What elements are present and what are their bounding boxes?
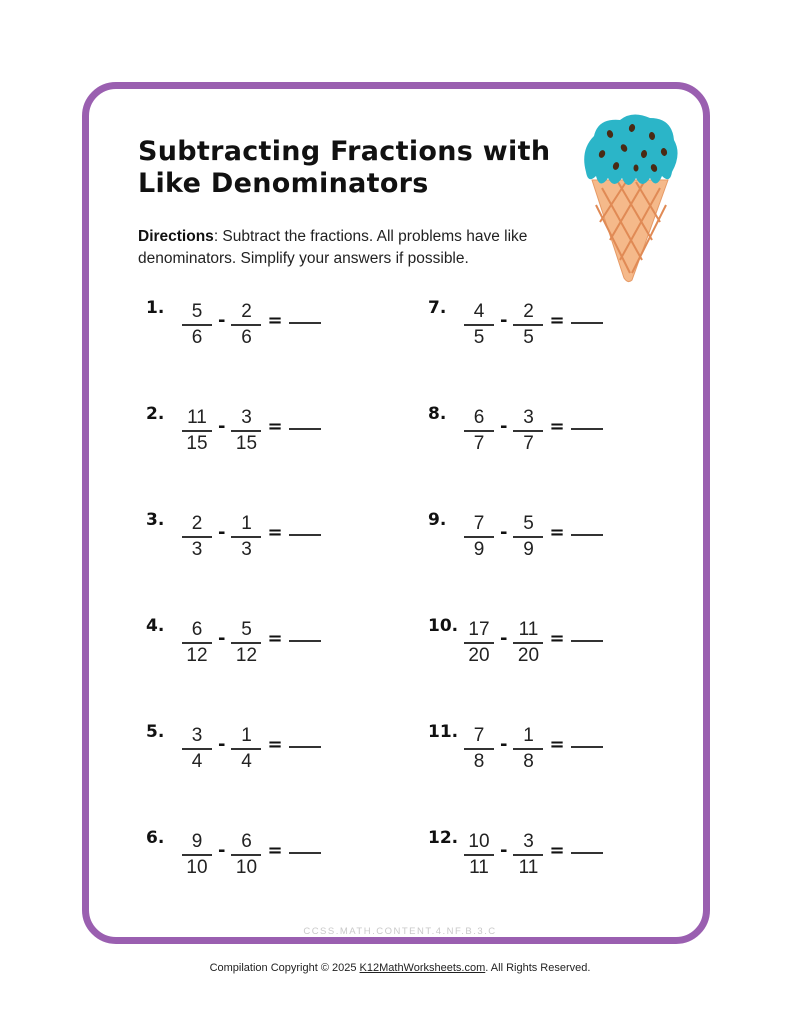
fraction-bar — [513, 324, 543, 326]
answer-blank[interactable] — [571, 534, 603, 536]
problem-number: 4. — [146, 616, 165, 636]
fraction-bar — [464, 854, 494, 856]
fraction-bar — [231, 748, 261, 750]
footer-prefix: Compilation Copyright © 2025 — [209, 962, 360, 974]
problem-item — [146, 510, 321, 564]
fraction-b — [513, 408, 543, 454]
problem-item — [428, 510, 603, 564]
fraction-a-numerator: 6 — [473, 407, 485, 428]
fraction-a-numerator: 5 — [191, 301, 203, 322]
fraction-bar — [182, 854, 212, 856]
answer-blank[interactable] — [289, 852, 321, 854]
problem-item — [146, 298, 321, 352]
fraction-bar — [464, 324, 494, 326]
fraction-b-denominator: 8 — [523, 750, 534, 772]
fraction-b-denominator: 5 — [523, 326, 534, 348]
fraction-a — [464, 832, 494, 878]
fraction-b-numerator: 3 — [241, 407, 252, 428]
fraction-b — [513, 620, 543, 666]
fraction-a-denominator: 12 — [186, 644, 208, 666]
title-line-1: Subtracting Fractions with — [138, 136, 551, 167]
fraction-b-denominator: 6 — [241, 326, 252, 348]
problem-item — [146, 404, 321, 458]
fraction-a-numerator: 11 — [187, 407, 207, 428]
fraction-b-denominator: 4 — [241, 750, 252, 772]
fraction-a-denominator: 9 — [473, 538, 485, 560]
fraction-a — [182, 302, 212, 348]
problem-number: 5. — [146, 722, 165, 742]
fraction-a-denominator: 15 — [186, 432, 208, 454]
fraction-a-denominator: 3 — [191, 538, 203, 560]
fraction-b-denominator: 3 — [241, 538, 252, 560]
equals-sign: = — [267, 310, 283, 331]
directions-label: Directions — [138, 228, 214, 245]
fraction-a — [464, 514, 494, 560]
fraction-a — [182, 514, 212, 560]
fraction-a-numerator: 3 — [191, 725, 203, 746]
problem-item — [146, 722, 321, 776]
minus-sign: - — [218, 522, 226, 543]
fraction-b-denominator: 11 — [518, 856, 539, 878]
fraction-bar — [464, 536, 494, 538]
page-title — [138, 136, 568, 200]
fraction-b — [231, 832, 261, 878]
equals-sign: = — [267, 416, 283, 437]
fraction-b — [231, 302, 261, 348]
fraction-a — [464, 620, 494, 666]
fraction-b — [513, 514, 543, 560]
problem-number: 11. — [428, 722, 459, 742]
fraction-bar — [231, 536, 261, 538]
fraction-b-numerator: 1 — [523, 725, 534, 746]
footer-suffix: . All Rights Reserved. — [485, 962, 591, 974]
problem-number: 9. — [428, 510, 447, 530]
directions-text: : Subtract the fractions. All problems have like denominators. Simplify your answers if possible. — [138, 228, 528, 267]
fraction-bar — [231, 430, 261, 432]
fraction-a — [182, 408, 212, 454]
footer-link[interactable]: K12MathWorksheets.com — [359, 962, 486, 974]
equals-sign: = — [267, 522, 283, 543]
problem-number: 8. — [428, 404, 447, 424]
problem-number: 3. — [146, 510, 165, 530]
fraction-b — [231, 514, 261, 560]
fraction-bar — [182, 748, 212, 750]
minus-sign: - — [218, 310, 226, 331]
fraction-bar — [182, 536, 212, 538]
fraction-a-numerator: 7 — [473, 513, 485, 534]
equals-sign: = — [549, 522, 565, 543]
answer-blank[interactable] — [289, 428, 321, 430]
fraction-a — [464, 726, 494, 772]
fraction-b-denominator: 9 — [523, 538, 534, 560]
equals-sign: = — [549, 734, 565, 755]
equals-sign: = — [549, 628, 565, 649]
fraction-b-denominator: 10 — [235, 856, 258, 878]
fraction-a-denominator: 8 — [473, 750, 485, 772]
fraction-b — [231, 620, 261, 666]
fraction-a — [182, 620, 212, 666]
fraction-b-denominator: 7 — [523, 432, 534, 454]
fraction-b — [513, 302, 543, 348]
fraction-bar — [182, 324, 212, 326]
minus-sign: - — [500, 628, 508, 649]
fraction-b-numerator: 6 — [241, 831, 252, 852]
fraction-bar — [464, 430, 494, 432]
fraction-b — [231, 726, 261, 772]
fraction-a-denominator: 11 — [469, 856, 489, 878]
fraction-a — [464, 302, 494, 348]
answer-blank[interactable] — [571, 852, 603, 854]
minus-sign: - — [218, 734, 226, 755]
problem-item — [428, 298, 603, 352]
ice-cream-cone-icon — [580, 110, 680, 285]
fraction-a-denominator: 10 — [186, 856, 208, 878]
fraction-bar — [182, 642, 212, 644]
fraction-b-numerator: 5 — [241, 619, 252, 640]
fraction-a-denominator: 5 — [473, 326, 485, 348]
fraction-bar — [231, 324, 261, 326]
problem-item — [428, 404, 603, 458]
equals-sign: = — [267, 734, 283, 755]
fraction-a-numerator: 6 — [191, 619, 203, 640]
fraction-bar — [513, 642, 543, 644]
fraction-b-numerator: 3 — [523, 407, 534, 428]
fraction-b-denominator: 15 — [235, 432, 258, 454]
problem-number: 1. — [146, 298, 165, 318]
answer-blank[interactable] — [289, 746, 321, 748]
fraction-b-numerator: 2 — [523, 301, 534, 322]
answer-blank[interactable] — [289, 640, 321, 642]
problem-item — [428, 616, 603, 670]
answer-blank[interactable] — [571, 428, 603, 430]
problem-number: 6. — [146, 828, 165, 848]
answer-blank[interactable] — [571, 322, 603, 324]
fraction-a-numerator: 9 — [191, 831, 203, 852]
fraction-bar — [513, 748, 543, 750]
fraction-bar — [231, 642, 261, 644]
fraction-bar — [464, 748, 494, 750]
fraction-b — [513, 726, 543, 772]
minus-sign: - — [218, 840, 226, 861]
minus-sign: - — [218, 628, 226, 649]
standard-code: CCSS.MATH.CONTENT.4.NF.B.3.C — [303, 926, 497, 937]
problem-number: 10. — [428, 616, 459, 636]
fraction-bar — [231, 854, 261, 856]
answer-blank[interactable] — [289, 534, 321, 536]
minus-sign: - — [500, 416, 508, 437]
answer-blank[interactable] — [571, 640, 603, 642]
fraction-b-numerator: 1 — [241, 513, 252, 534]
footer — [0, 962, 800, 974]
title-line-2: Like Denominators — [138, 168, 429, 199]
equals-sign: = — [267, 628, 283, 649]
directions — [138, 226, 578, 270]
minus-sign: - — [500, 310, 508, 331]
problem-number: 7. — [428, 298, 447, 318]
equals-sign: = — [549, 840, 565, 861]
problem-number: 12. — [428, 828, 459, 848]
fraction-b-denominator: 20 — [517, 644, 540, 666]
fraction-bar — [513, 854, 543, 856]
fraction-a-denominator: 6 — [191, 326, 203, 348]
fraction-a-denominator: 20 — [468, 644, 490, 666]
fraction-a-numerator: 4 — [473, 301, 485, 322]
fraction-b-numerator: 2 — [241, 301, 252, 322]
minus-sign: - — [500, 734, 508, 755]
fraction-bar — [513, 430, 543, 432]
fraction-bar — [513, 536, 543, 538]
problem-item — [428, 828, 603, 882]
fraction-a — [182, 832, 212, 878]
fraction-a — [182, 726, 212, 772]
minus-sign: - — [500, 522, 508, 543]
equals-sign: = — [549, 310, 565, 331]
fraction-a-numerator: 17 — [468, 619, 490, 640]
fraction-b — [231, 408, 261, 454]
fraction-a-denominator: 4 — [191, 750, 203, 772]
fraction-b-denominator: 12 — [235, 644, 258, 666]
problem-number: 2. — [146, 404, 165, 424]
minus-sign: - — [218, 416, 226, 437]
problem-item — [428, 722, 603, 776]
fraction-a — [464, 408, 494, 454]
problem-item — [146, 616, 321, 670]
equals-sign: = — [549, 416, 565, 437]
fraction-b-numerator: 1 — [241, 725, 252, 746]
fraction-a-numerator: 7 — [473, 725, 485, 746]
equals-sign: = — [267, 840, 283, 861]
fraction-a-numerator: 2 — [191, 513, 203, 534]
fraction-a-numerator: 10 — [468, 831, 490, 852]
fraction-bar — [182, 430, 212, 432]
fraction-b-numerator: 3 — [523, 831, 534, 852]
answer-blank[interactable] — [289, 322, 321, 324]
fraction-b — [513, 832, 543, 878]
fraction-a-denominator: 7 — [473, 432, 485, 454]
fraction-b-numerator: 5 — [523, 513, 534, 534]
fraction-b-numerator: 11 — [518, 619, 539, 640]
minus-sign: - — [500, 840, 508, 861]
problem-item — [146, 828, 321, 882]
answer-blank[interactable] — [571, 746, 603, 748]
fraction-bar — [464, 642, 494, 644]
